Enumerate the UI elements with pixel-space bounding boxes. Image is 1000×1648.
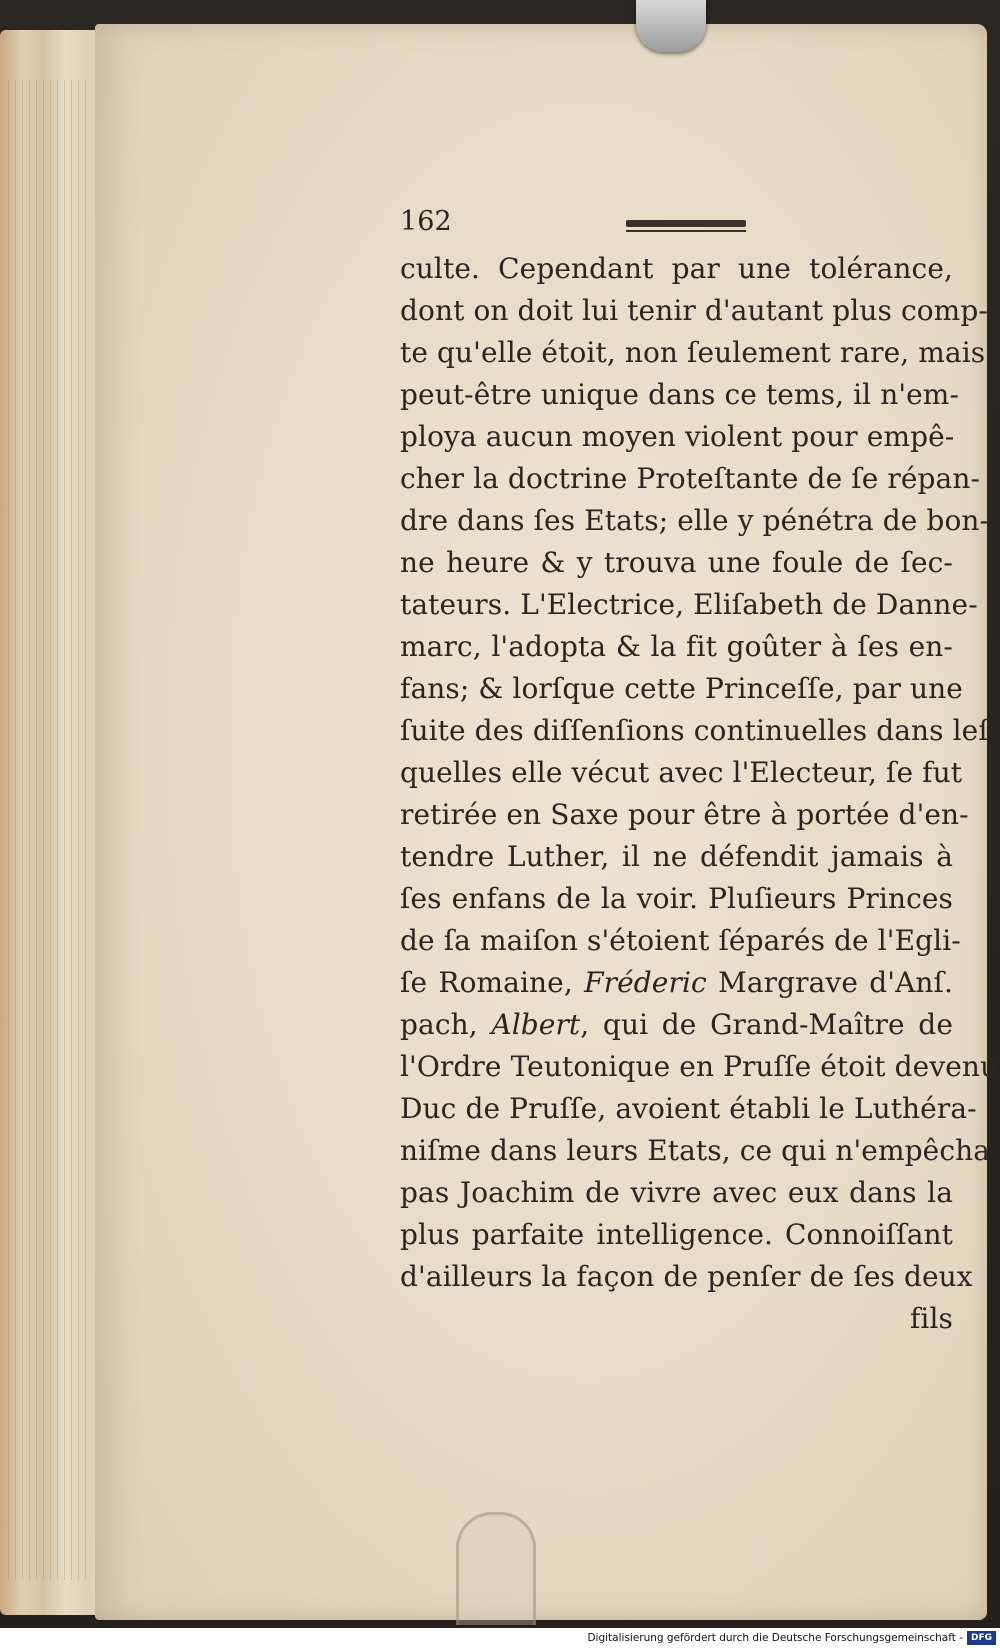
text-line: tendre Luther, il ne défendit jamais à: [400, 840, 953, 873]
text-line: cher la doctrine Proteſtante de ſe répan-: [400, 462, 981, 495]
text-line-italic-name: [400, 1004, 953, 1046]
text-line: culte. Cependant par une tolérance,: [400, 252, 953, 285]
line-text: pach,: [400, 1008, 492, 1041]
header-ornament-rule: [626, 220, 746, 227]
dfg-logo: DFG: [967, 1631, 996, 1645]
page-clip-bottom: [456, 1512, 536, 1625]
text-line: ploya aucun moyen violent pour empê-: [400, 420, 955, 453]
book-page-edges: [0, 30, 110, 1615]
line-text: ſe Romaine,: [400, 966, 585, 999]
line-text: , qui de Grand-Maître de: [580, 1008, 954, 1041]
text-line: peut-être unique dans ce tems, il n'em-: [400, 378, 960, 411]
italic-name: Fréderic: [584, 966, 707, 999]
text-line: l'Ordre Teutonique en Pruſſe étoit devenu: [400, 1050, 999, 1083]
text-line: ſes enfans de la voir. Pluſieurs Princes: [400, 882, 953, 915]
line-text: Margrave d'Anſ.: [706, 966, 953, 999]
text-line: ne heure & y trouva une foule de ſec-: [400, 546, 953, 579]
text-line: dont on doit lui tenir d'autant plus comp-: [400, 294, 988, 327]
catchword: fils: [909, 1302, 953, 1335]
text-line: te qu'elle étoit, non ſeulement rare, mais: [400, 336, 986, 369]
text-line: quelles elle vécut avec l'Electeur, ſe fut: [400, 756, 963, 789]
text-line: fans; & lorſque cette Princeſſe, par une: [400, 672, 963, 705]
text-line: dre dans ſes Etats; elle y pénétra de bon-: [400, 504, 990, 537]
page-number: 162: [400, 206, 452, 237]
text-line: ſuite des diſſenſions continuelles dans leſ-: [400, 714, 999, 747]
text-line: niſme dans leurs Etats, ce qui n'empêcha: [400, 1134, 991, 1167]
text-line-italic-name: [400, 962, 953, 1004]
text-line: de ſa maiſon s'étoient ſéparés de l'Egli-: [400, 924, 961, 957]
text-line: plus parfaite intelligence. Connoiſſant: [400, 1218, 953, 1251]
page-text-block: [400, 206, 999, 1340]
digitization-footer: [0, 1628, 1000, 1648]
italic-name: Albert: [491, 1008, 581, 1041]
text-line: Duc de Pruſſe, avoient établi le Luthéra-: [400, 1092, 977, 1125]
text-line: retirée en Saxe pour être à portée d'en-: [400, 798, 969, 831]
page-header: [400, 206, 953, 242]
page-edge-lines: [8, 80, 88, 1580]
text-line: d'ailleurs la façon de penſer de ſes deux: [400, 1260, 973, 1293]
text-line: marc, l'adopta & la fit goûter à ſes en-: [400, 630, 953, 663]
footer-credit-text: Digitalisierung gefördert durch die Deutsche Forschungsgemeinschaft -: [587, 1632, 963, 1644]
text-line: tateurs. L'Electrice, Eliſabeth de Danne-: [400, 588, 978, 621]
page-clip-top: [636, 0, 706, 52]
text-line: pas Joachim de vivre avec eux dans la: [400, 1176, 953, 1209]
